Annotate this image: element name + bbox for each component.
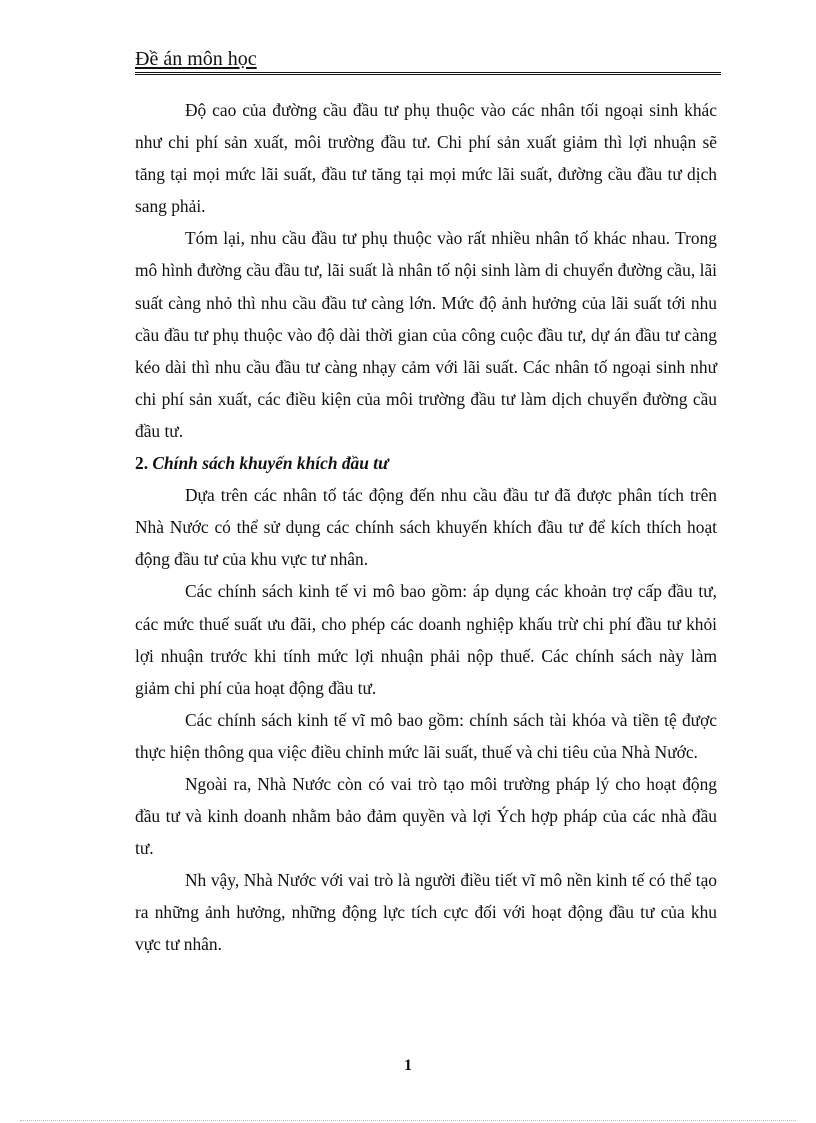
paragraph-investment-demand-height: Độ cao của đường cầu đầu tư phụ thuộc vào các nhân tối ngoại sinh khác như chi phí sản xuất, môi trường đầu tư. Chi phí sản xuất giảm thì lợi nhuận sẽ tăng tại mọi mức lãi suất, đầu tư tăng tại mọi mức lãi suất, đường cầu đầu tư dịch sang phải. [135,100,717,217]
section-title: Chính sách khuyến khích đầu tư [152,453,389,474]
document-body [135,94,717,961]
paragraph-macro-policies: Các chính sách kinh tế vĩ mô bao gồm: chính sách tài khóa và tiền tệ được thực hiện thông qua việc điều chỉnh mức lãi suất, thuế và chi tiêu của Nhà Nước. [135,709,717,762]
paragraph-legal-environment: Ngoài ra, Nhà Nước còn có vai trò tạo môi trường pháp lý cho hoạt động đầu tư và kinh doanh nhằm bảo đảm quyền và lợi Ých hợp pháp của các nhà đầu tư. [135,773,717,859]
paragraph-policy-intro: Dựa trên các nhân tố tác động đến nhu cầu đầu tư đã được phân tích trên Nhà Nước có thể sử dụng các chính sách khuyến khích đầu tư để kích thích hoạt động đầu tư của khu vực tư nhân. [135,485,717,570]
header-title: Đề án môn học [135,48,257,70]
page-bottom-edge [20,1120,796,1121]
section-heading [135,447,717,479]
page-number: 1 [404,1057,412,1074]
section-number: 2. [135,453,149,474]
paragraph-micro-policies: Các chính sách kinh tế vi mô bao gồm: áp dụng các khoản trợ cấp đầu tư, các mức thuế suất ưu đãi, cho phép các doanh nghiệp khấu trừ chi phí đầu tư khỏi lợi nhuận trước khi tính mức lợi nhuận phải nộp thuế. Các chính sách này làm giảm chi phí của hoạt động đầu tư. [135,581,717,698]
page-header [135,46,721,75]
paragraph-summary: Tóm lại, nhu cầu đầu tư phụ thuộc vào rất nhiều nhân tố khác nhau. Trong mô hình đường cầu đầu tư, lãi suất là nhân tố nội sinh làm di chuyển đường cầu, lãi suất càng nhỏ thì nhu cầu đầu tư càng lớn. Mức độ ảnh hưởng của lãi suất tới nhu cầu đầu tư phụ thuộc vào độ dài thời gian của công cuộc đầu tư, dự án đầu tư càng kéo dài thì nhu cầu đầu tư càng nhạy cảm với lãi suất. Các nhân tố ngoại sinh như chi phí sản xuất, các điều kiện của môi trường đầu tư làm dịch chuyển đường cầu đầu tư. [135,228,717,441]
paragraph-conclusion: Nh vậy, Nhà Nước với vai trò là người điều tiết vĩ mô nền kinh tế có thể tạo ra những ảnh hưởng, những động lực tích cực đối với hoạt động đầu tư của khu vực tư nhân. [135,870,717,955]
